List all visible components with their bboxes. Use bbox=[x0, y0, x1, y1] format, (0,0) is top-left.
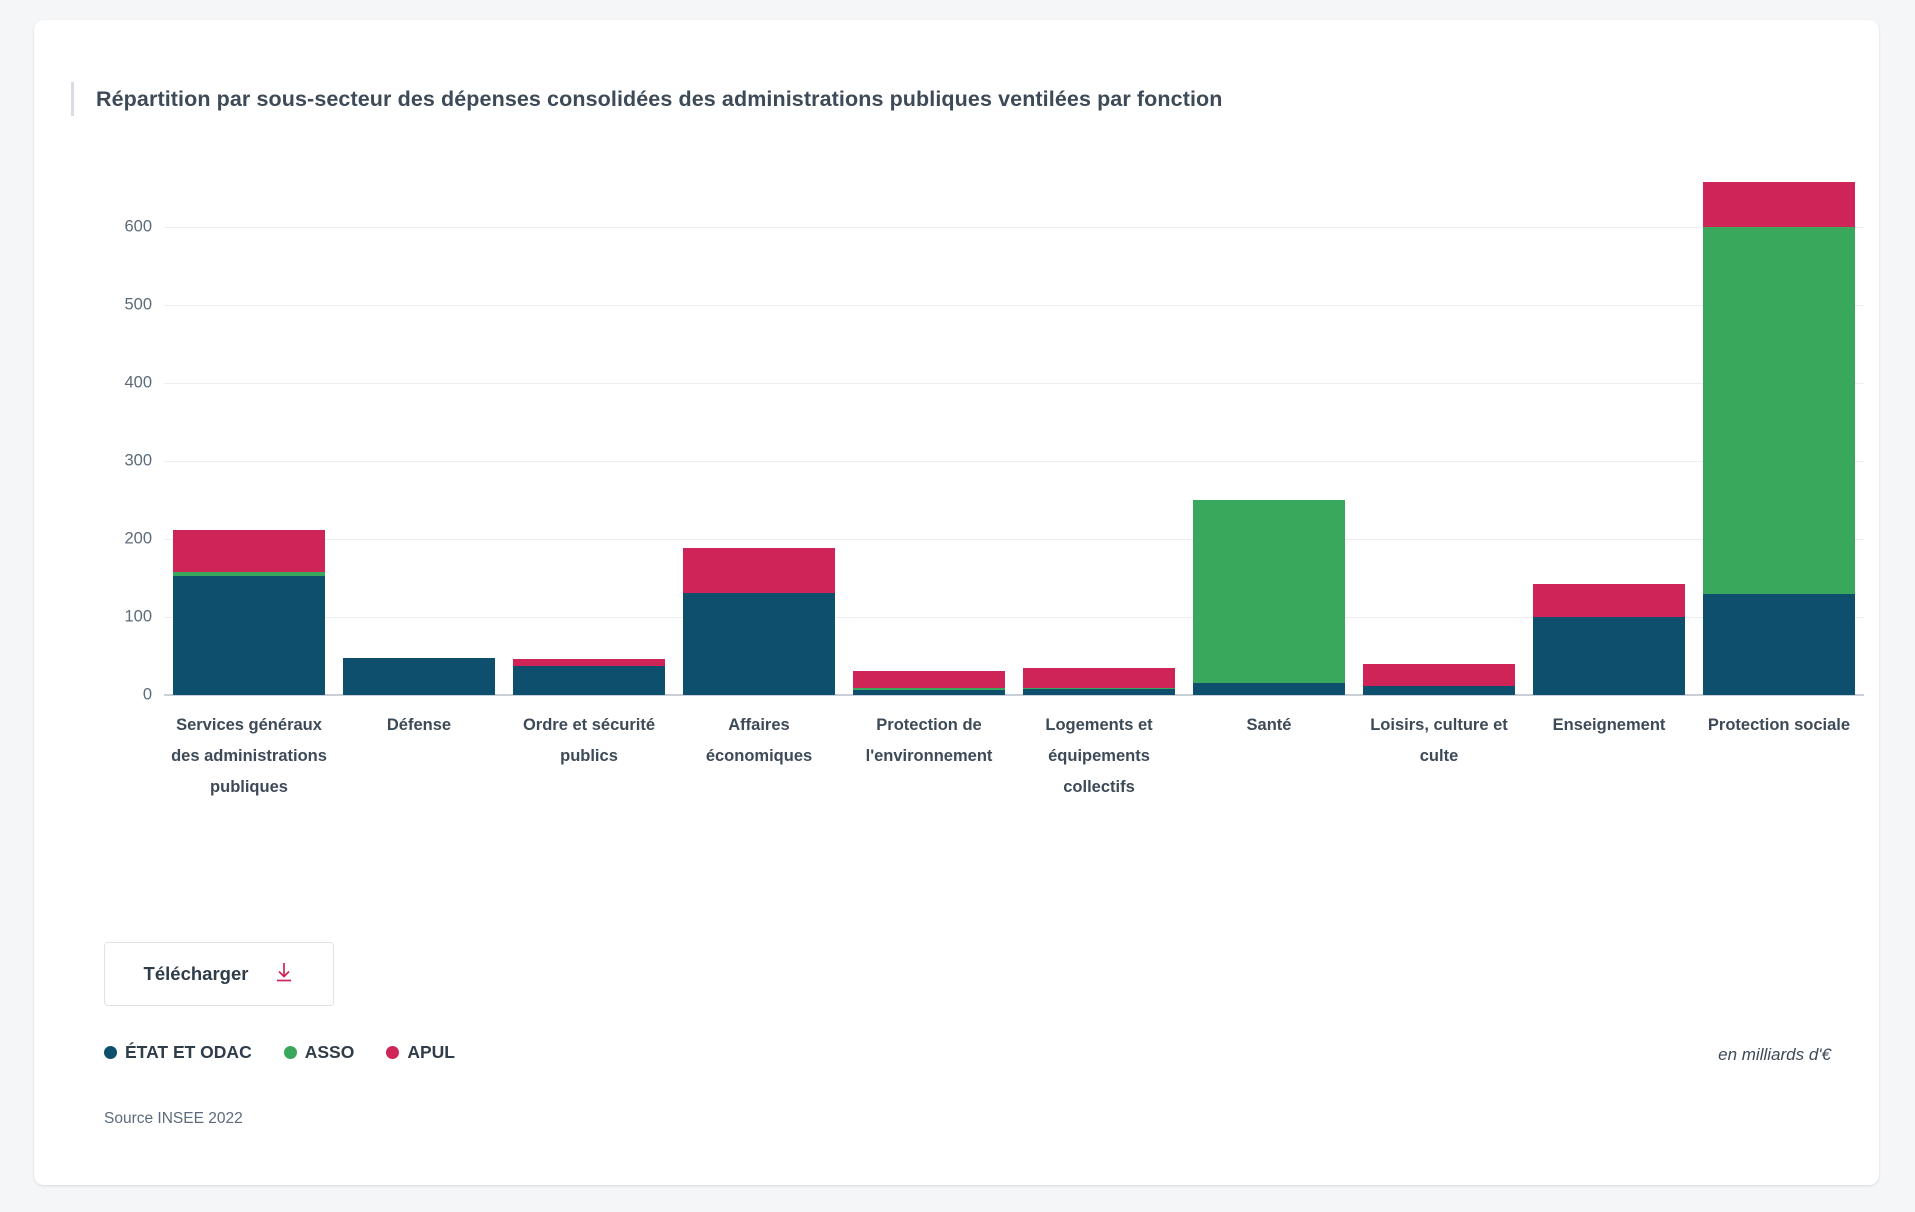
stacked-bar[interactable] bbox=[1533, 584, 1685, 695]
y-axis-tick-label: 0 bbox=[142, 685, 152, 704]
bar-slot bbox=[674, 180, 844, 695]
y-axis-tick-label: 400 bbox=[124, 373, 152, 392]
bar-segment[interactable] bbox=[1533, 584, 1685, 617]
legend-item[interactable] bbox=[284, 1042, 355, 1063]
bar-segment[interactable] bbox=[173, 576, 325, 695]
bar-segment[interactable] bbox=[1023, 689, 1175, 695]
title-accent-bar bbox=[71, 82, 74, 116]
bar-segment[interactable] bbox=[1363, 664, 1515, 686]
legend-label: ASSO bbox=[304, 1042, 355, 1062]
bar-segment[interactable] bbox=[853, 671, 1005, 688]
bar-segment[interactable] bbox=[513, 666, 665, 695]
chart-card bbox=[34, 20, 1879, 1185]
bar-segment[interactable] bbox=[1703, 182, 1855, 227]
stacked-bar[interactable] bbox=[1703, 182, 1855, 695]
x-axis-category-label: Santé bbox=[1246, 716, 1292, 734]
stacked-bar[interactable] bbox=[173, 530, 325, 695]
stacked-bar[interactable] bbox=[683, 548, 835, 695]
bar-slot bbox=[1354, 180, 1524, 695]
bar-segment[interactable] bbox=[1703, 594, 1855, 695]
x-axis-category-label: Enseignement bbox=[1552, 716, 1666, 734]
bar-slot bbox=[334, 180, 504, 695]
legend-label: ÉTAT ET ODAC bbox=[125, 1042, 252, 1062]
bar-slot bbox=[1014, 180, 1184, 695]
bar-segment[interactable] bbox=[1363, 686, 1515, 695]
x-axis-category-label: Loisirs, culture et culte bbox=[1370, 716, 1508, 765]
unit-note: en milliards d'€ bbox=[1718, 1045, 1831, 1064]
bar-segment[interactable] bbox=[1023, 668, 1175, 688]
x-axis-category-label: Logements et équipements collectifs bbox=[1045, 716, 1153, 796]
chart-plot-area bbox=[124, 180, 1864, 704]
stacked-bar[interactable] bbox=[853, 671, 1005, 695]
bar-segment[interactable] bbox=[513, 659, 665, 666]
bar-segment[interactable] bbox=[683, 548, 835, 592]
bar-slot bbox=[164, 180, 334, 695]
x-axis-labels bbox=[164, 710, 1864, 803]
bar-group bbox=[164, 180, 1864, 695]
bar-slot bbox=[1524, 180, 1694, 695]
source-note: Source INSEE 2022 bbox=[104, 1110, 243, 1127]
bar-segment[interactable] bbox=[1533, 617, 1685, 695]
x-axis-category-label: Services généraux des administrations publiques bbox=[171, 716, 327, 796]
bar-segment[interactable] bbox=[173, 530, 325, 572]
stacked-bar[interactable] bbox=[1193, 500, 1345, 695]
legend-color-dot bbox=[386, 1046, 399, 1059]
legend-color-dot bbox=[284, 1046, 297, 1059]
legend-item[interactable] bbox=[386, 1042, 455, 1063]
bar-segment[interactable] bbox=[1193, 683, 1345, 695]
bar-slot bbox=[1184, 180, 1354, 695]
legend-color-dot bbox=[104, 1046, 117, 1059]
x-axis-category-label: Affaires économiques bbox=[705, 716, 813, 765]
download-button-label: Télécharger bbox=[143, 963, 249, 984]
x-axis-category-label: Défense bbox=[386, 716, 452, 734]
y-axis-tick-label: 300 bbox=[124, 451, 152, 470]
download-button[interactable] bbox=[104, 942, 334, 1006]
page-title: Répartition par sous-secteur des dépenses consolidées des administrations publiques ventilées par fonction bbox=[96, 87, 1223, 111]
stacked-bar[interactable] bbox=[1023, 668, 1175, 695]
bar-slot bbox=[1694, 180, 1864, 695]
legend-label: APUL bbox=[407, 1042, 455, 1062]
stacked-bar[interactable] bbox=[343, 658, 495, 695]
chart-legend bbox=[104, 1042, 455, 1063]
legend-item[interactable] bbox=[104, 1042, 252, 1063]
bar-slot bbox=[504, 180, 674, 695]
stacked-bar[interactable] bbox=[513, 659, 665, 695]
y-axis-tick-label: 100 bbox=[124, 607, 152, 626]
bar-segment[interactable] bbox=[1193, 500, 1345, 683]
x-axis-category-label: Protection sociale bbox=[1707, 716, 1851, 734]
bar-segment[interactable] bbox=[683, 593, 835, 695]
y-axis-tick-label: 200 bbox=[124, 529, 152, 548]
bar-segment[interactable] bbox=[853, 690, 1005, 695]
download-arrow-icon bbox=[274, 961, 294, 988]
chart-title-container bbox=[71, 82, 1223, 116]
bar-slot bbox=[844, 180, 1014, 695]
bar-segment[interactable] bbox=[343, 658, 495, 695]
x-axis-category-label: Ordre et sécurité publics bbox=[522, 716, 656, 765]
y-axis-tick-label: 500 bbox=[124, 295, 152, 314]
x-axis-category-label: Protection de l'environnement bbox=[865, 716, 993, 765]
y-axis-tick-label: 600 bbox=[124, 217, 152, 236]
bar-segment[interactable] bbox=[1703, 227, 1855, 594]
stacked-bar[interactable] bbox=[1363, 664, 1515, 695]
